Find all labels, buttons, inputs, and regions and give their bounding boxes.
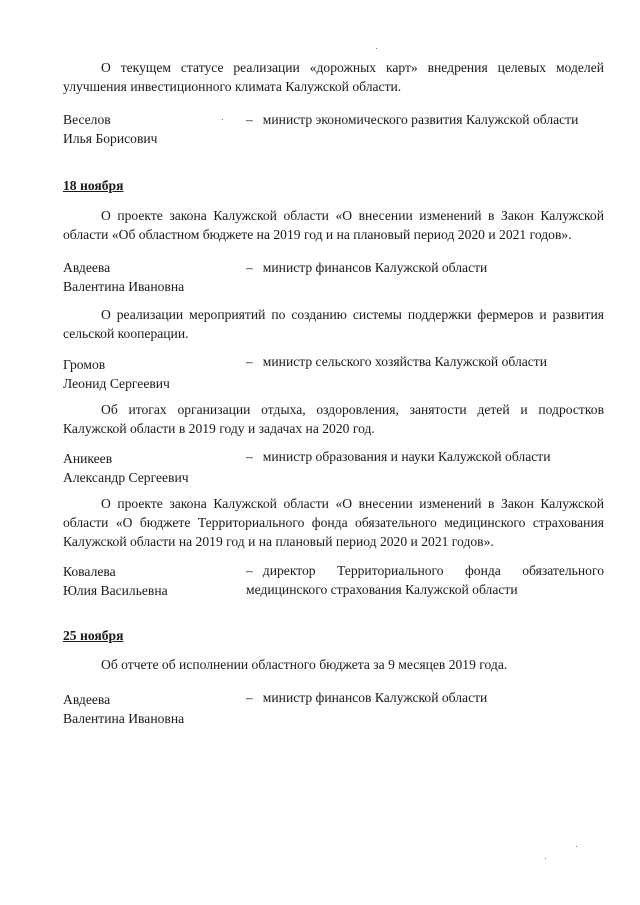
speaker-surname: Авдеева <box>63 692 111 707</box>
speaker-given-name: Илья Борисович <box>63 131 158 146</box>
role-dash: – <box>246 449 253 464</box>
speaker-role <box>246 258 604 277</box>
agenda-topic: О проекте закона Калужской области «О внесении изменений в Закон Калужской области «Об областном бюджете на 2019 год и на плановый период 2020 и 2021 годов». <box>63 208 604 242</box>
role-text: министр финансов Калужской области <box>262 260 488 275</box>
section-date: 25 ноября <box>63 628 124 643</box>
speaker-name <box>63 355 243 393</box>
speaker-name <box>63 562 243 600</box>
section-date: 18 ноября <box>63 178 124 193</box>
speaker-surname: Авдеева <box>63 260 111 275</box>
role-text: министр образования и науки Калужской области <box>262 449 551 464</box>
speaker-role <box>246 352 604 371</box>
speaker-name <box>63 110 243 148</box>
speaker-name <box>63 258 243 296</box>
speaker-name <box>63 690 243 728</box>
speaker-given-name: Александр Сергеевич <box>63 470 189 485</box>
scan-speck <box>376 48 377 49</box>
role-text: директор Территориального фонда обязательного медицинского страхования Калужской области <box>246 563 604 597</box>
speaker-role <box>246 447 604 466</box>
role-dash: – <box>246 563 253 578</box>
speaker-surname: Ковалева <box>63 564 116 579</box>
agenda-topic: О текущем статусе реализации «дорожных карт» внедрения целевых моделей улучшения инвестиционного климата Калужской области. <box>63 60 604 94</box>
speaker-given-name: Валентина Ивановна <box>63 279 185 294</box>
role-dash: – <box>246 354 253 369</box>
speaker-surname: Громов <box>63 357 106 372</box>
scan-speck <box>222 119 223 120</box>
agenda-topic: Об отчете об исполнении областного бюджета за 9 месяцев 2019 года. <box>101 657 508 672</box>
agenda-topic: О реализации мероприятий по созданию системы поддержки фермеров и развития сельской кооперации. <box>63 307 604 341</box>
role-dash: – <box>246 260 253 275</box>
speaker-name <box>63 449 243 487</box>
role-dash: – <box>246 690 253 705</box>
speaker-surname: Веселов <box>63 112 111 127</box>
speaker-role <box>246 688 604 707</box>
agenda-topic: О проекте закона Калужской области «О внесении изменений в Закон Калужской области «О бюджете Территориального фонда обязательного медицинского страхования Калужской области на 2019 год и на плановый период 2020 и 2021 годов». <box>63 496 604 549</box>
speaker-given-name: Юлия Васильевна <box>63 583 168 598</box>
scan-speck <box>576 846 577 847</box>
agenda-topic: Об итогах организации отдыха, оздоровления, занятости детей и подростков Калужской области в 2019 году и задачах на 2020 год. <box>63 402 604 436</box>
role-text: министр экономического развития Калужской области <box>262 112 579 127</box>
scan-speck <box>545 858 546 859</box>
speaker-surname: Аникеев <box>63 451 113 466</box>
role-text: министр финансов Калужской области <box>262 690 488 705</box>
speaker-role <box>246 110 604 129</box>
role-text: министр сельского хозяйства Калужской области <box>262 354 548 369</box>
speaker-given-name: Леонид Сергеевич <box>63 376 170 391</box>
role-dash: – <box>246 112 253 127</box>
speaker-role <box>246 561 604 599</box>
speaker-given-name: Валентина Ивановна <box>63 711 185 726</box>
